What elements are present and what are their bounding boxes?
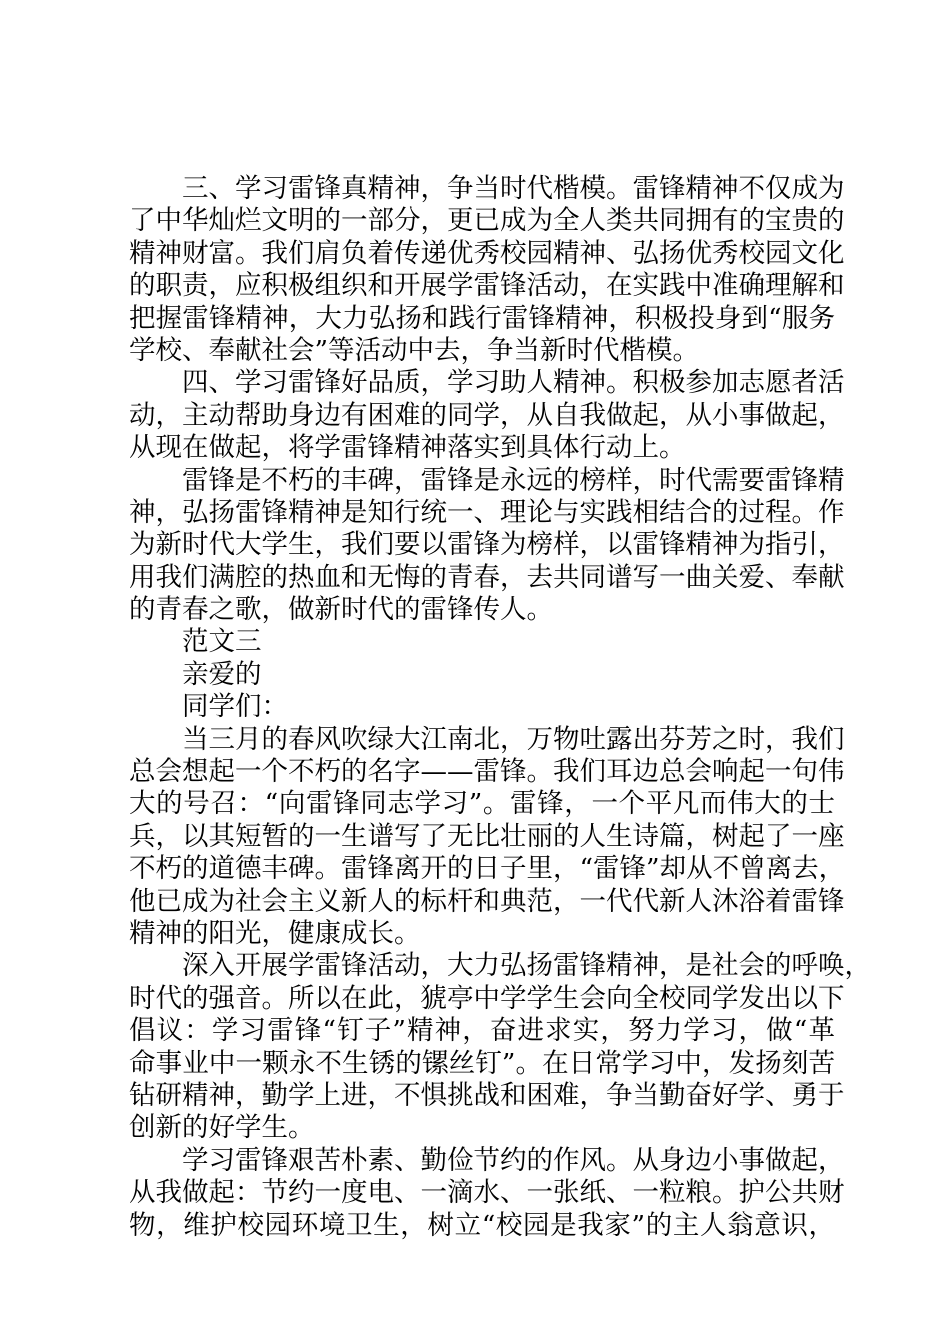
text-line: 的职责，应积极组织和开展学雷锋活动，在实践中准确理解和 [129,270,845,302]
text-line: 同学们： [182,691,288,723]
text-line: 倡议：学习雷锋“钉子”精神，奋进求实，努力学习，做“革 [129,1015,835,1047]
text-line: 总会想起一个不朽的名字——雷锋。我们耳边总会响起一句伟 [129,756,845,788]
text-line: 四、学习雷锋好品质，学习助人精神。积极参加志愿者活 [182,367,845,399]
text-line: 从我做起：节约一度电、一滴水、一张纸、一粒粮。护公共财 [129,1177,845,1209]
text-line: 动，主动帮助身边有困难的同学，从自我做起，从小事做起， [129,399,845,431]
text-line: 为新时代大学生，我们要以雷锋为榜样，以雷锋精神为指引， [129,529,845,561]
text-line: 深入开展学雷锋活动，大力弘扬雷锋精神，是社会的呼唤， [182,950,871,982]
text-line: 神，弘扬雷锋精神是知行统一、理论与实践相结合的过程。作 [129,496,845,528]
text-line: 了中华灿烂文明的一部分，更已成为全人类共同拥有的宝贵的 [129,205,845,237]
text-line: 学校、奉献社会”等活动中去，争当新时代楷模。 [129,334,700,366]
text-line: 不朽的道德丰碑。雷锋离开的日子里，“雷锋”却从不曾离去， [129,853,846,885]
text-line: 亲爱的 [182,658,262,690]
text-line: 兵，以其短暂的一生谱写了无比壮丽的人生诗篇，树起了一座 [129,820,845,852]
text-line: 雷锋是不朽的丰碑，雷锋是永远的榜样，时代需要雷锋精 [182,464,845,496]
text-line: 钻研精神，勤学上进，不惧挑战和困难，争当勤奋好学、勇于 [129,1079,845,1111]
text-line: 他已成为社会主义新人的标杆和典范，一代代新人沐浴着雷锋 [129,885,845,917]
text-line: 学习雷锋艰苦朴素、勤俭节约的作风。从身边小事做起， [182,1144,845,1176]
text-line: 精神财富。我们肩负着传递优秀校园精神、弘扬优秀校园文化 [129,237,845,269]
text-line: 大的号召：“向雷锋同志学习”。雷锋，一个平凡而伟大的士 [129,788,835,820]
text-line: 把握雷锋精神，大力弘扬和践行雷锋精神，积极投身到“服务 [129,302,835,334]
text-line: 的青春之歌，做新时代的雷锋传人。 [129,594,553,626]
text-line: 物，维护校园环境卫生，树立“校园是我家”的主人翁意识， [129,1209,835,1241]
text-line: 精神的阳光，健康成长。 [129,917,421,949]
text-line: 三、学习雷锋真精神，争当时代楷模。雷锋精神不仅成为 [182,173,845,204]
text-line: 用我们满腔的热血和无悔的青春，去共同谱写一曲关爱、奉献 [129,561,845,593]
text-line: 范文三 [182,626,262,658]
text-line: 创新的好学生。 [129,1112,315,1144]
document-body [129,173,871,1242]
text-line: 当三月的春风吹绿大江南北，万物吐露出芬芳之时，我们 [182,723,845,755]
text-line: 从现在做起，将学雷锋精神落实到具体行动上。 [129,432,686,464]
text-line: 时代的强音。所以在此，猇亭中学学生会向全校同学发出以下 [129,982,845,1014]
text-line: 命事业中一颗永不生锈的镙丝钉”。在日常学习中，发扬刻苦 [129,1047,835,1079]
